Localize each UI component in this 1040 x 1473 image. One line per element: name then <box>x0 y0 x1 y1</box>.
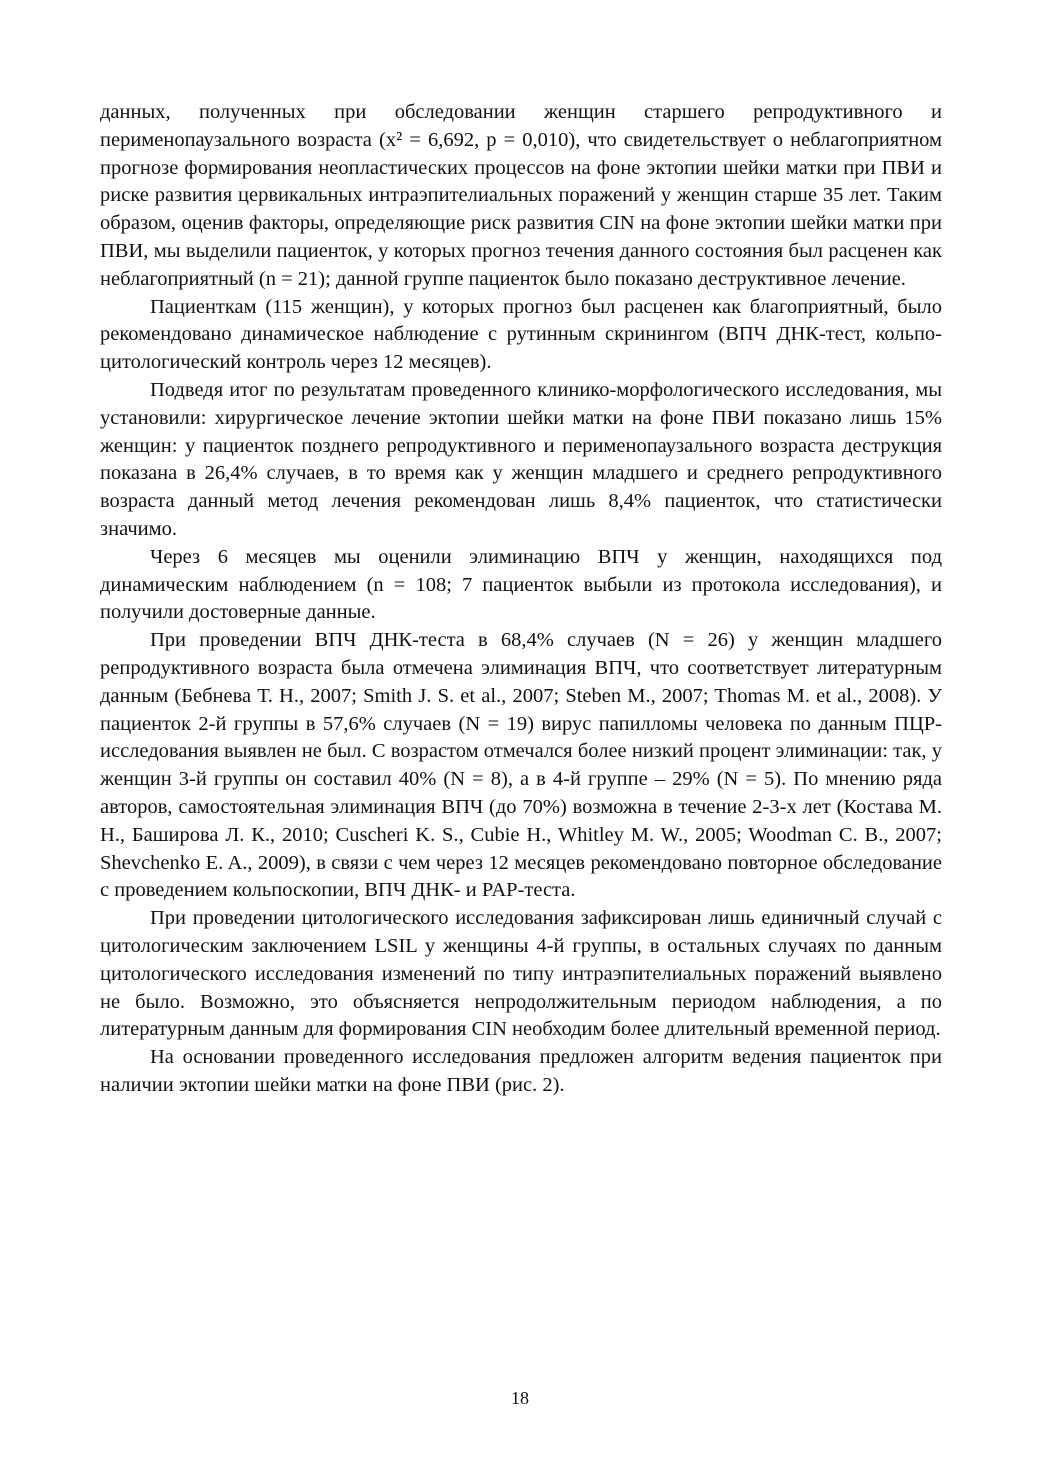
paragraph-6: При проведении цитологического исследования зафиксирован лишь единичный случай с цитологическим заключением LSIL у женщины 4-й группы, в остальных случаях по данным цитологического исследования изменений по типу интраэпителиальных поражений выявлено не было. Возможно, это объясняется непродолжительным периодом наблюдения, а по литературным данным для формирования CIN необходим более длительный временной период. <box>100 907 942 1041</box>
paragraph-7: На основании проведенного исследования предложен алгоритм ведения пациенток при наличии эктопии шейки матки на фоне ПВИ (рис. 2). <box>100 1046 942 1096</box>
page-number: 18 <box>511 1388 529 1408</box>
paragraph-4: Через 6 месяцев мы оценили элиминацию ВПЧ у женщин, находящихся под динамическим наблюдением (n = 108; 7 пациенток выбыли из протокола исследования), и получили достоверные данные. <box>100 545 942 624</box>
page-body <box>100 99 942 1100</box>
paragraph-1: данных, полученных при обследовании женщин старшего репродуктивного и перименопаузального возраста (x² = 6,692, р = 0,010), что свидетельствует о неблагоприятном прогнозе формирования неопластических процессов на фоне эктопии шейки матки при ПВИ и риске развития цервикальных интраэпителиальных поражений у женщин старше 35 лет. Таким образом, оценив факторы, определяющие риск развития CIN на фоне эктопии шейки матки при ПВИ, мы выделили пациенток, у которых прогноз течения данного состояния был расценен как неблагоприятный (n = 21); данной группе пациенток было показано деструктивное лечение. <box>100 101 942 290</box>
paragraph-5: При проведении ВПЧ ДНК-теста в 68,4% случаев (N = 26) у женщин младшего репродуктивного возраста была отмечена элиминация ВПЧ, что соответствует литературным данным (Бебнева Т. Н., 2007; Smith J. S. et al., 2007; Steben M., 2007; Thomas M. et al., 2008). У пациенток 2-й группы в 57,6% случаев (N = 19) вирус папилломы человека по данным ПЦР-исследования выявлен не был. С возрастом отмечался более низкий процент элиминации: так, у женщин 3-й группы он составил 40% (N = 8), а в 4-й группе – 29% (N = 5). По мнению ряда авторов, самостоятельная элиминация ВПЧ (до 70%) возможна в течение 2-3-х лет (Костава М. Н., Баширова Л. К., 2010; Cuscheri K. S., Cubie H., Whitley M. W., 2005; Woodman C. B., 2007; Shevchenko E. A., 2009), в связи с чем через 12 месяцев рекомендовано повторное обследование с проведением кольпоскопии, ВПЧ ДНК- и PAP-теста. <box>100 629 942 902</box>
paragraph-2: Пациенткам (115 женщин), у которых прогноз был расценен как благоприятный, было рекомендовано динамическое наблюдение с рутинным скринингом (ВПЧ ДНК-тест, кольпо-цитологический контроль через 12 месяцев). <box>100 295 942 374</box>
paragraph-3: Подведя итог по результатам проведенного клинико-морфологического исследования, мы установили: хирургическое лечение эктопии шейки матки на фоне ПВИ показано лишь 15% женщин: у пациенток позднего репродуктивного и перименопаузального возраста деструкция показана в 26,4% случаев, в то время как у женщин младшего и среднего репродуктивного возраста данный метод лечения рекомендован лишь 8,4% пациенток, что статистически значимо. <box>100 378 942 540</box>
